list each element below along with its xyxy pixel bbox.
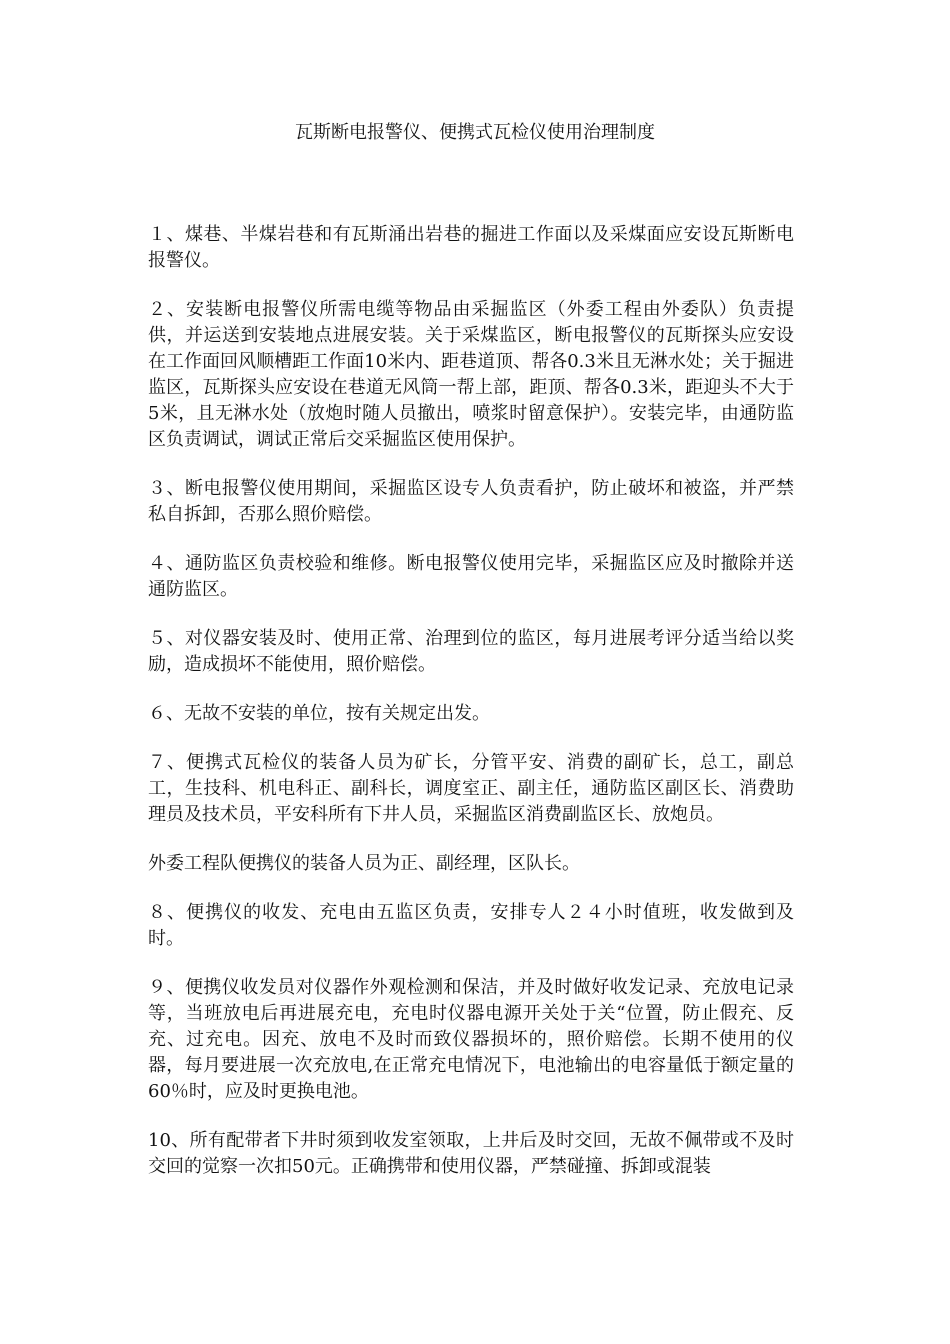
paragraph-10: 10、所有配带者下井时须到收发室领取，上井后及时交回，无故不佩带或不及时交回的觉察一次扣50元。正确携带和使用仪器，严禁碰撞、拆卸或混装 — [148, 1130, 794, 1177]
document-body — [148, 222, 794, 1203]
paragraph-3: ３、断电报警仪使用期间，采掘监区设专人负责看护，防止破坏和被盗，并严禁私自拆卸，否那么照价赔偿。 — [148, 478, 794, 525]
paragraph-6: ６、无故不安装的单位，按有关规定出发。 — [148, 703, 490, 724]
paragraph-7: ７、便携式瓦检仪的装备人员为矿长，分管平安、消费的副矿长，总工，副总工，生技科、机电科正、副科长，调度室正、副主任，通防监区副区长、消费助理员及技术员，平安科所有下井人员，采掘监区消费副监区长、放炮员。 — [148, 752, 794, 825]
paragraph-4: ４、通防监区负责校验和维修。断电报警仪使用完毕，采掘监区应及时撤除并送通防监区。 — [148, 553, 794, 600]
paragraph-7-supplement: 外委工程队便携仪的装备人员为正、副经理，区队长。 — [148, 853, 580, 874]
paragraph-2: ２、安装断电报警仪所需电缆等物品由采掘监区（外委工程由外委队）负责提供，并运送到安装地点进展安装。关于采煤监区，断电报警仪的瓦斯探头应安设在工作面回风顺槽距工作面10米内、距巷道顶、帮各0.3米且无淋水处；关于掘进监区，瓦斯探头应安设在巷道无风筒一帮上部，距顶、帮各0.3米，距迎头不大于5米，且无淋水处（放炮时随人员撤出，喷浆时留意保护）。安装完毕，由通防监区负责调试，调试正常后交采掘监区使用保护。 — [148, 299, 794, 450]
paragraph-5: ５、对仪器安装及时、使用正常、治理到位的监区，每月进展考评分适当给以奖励，造成损坏不能使用，照价赔偿。 — [148, 628, 794, 675]
paragraph-8: ８、便携仪的收发、充电由五监区负责，安排专人２４小时值班，收发做到及时。 — [148, 902, 794, 949]
document-title: 瓦斯断电报警仪、便携式瓦检仪使用治理制度 — [295, 122, 655, 143]
paragraph-9: ９、便携仪收发员对仪器作外观检测和保洁，并及时做好收发记录、充放电记录等，当班放电后再进展充电，充电时仪器电源开关处于关“位置，防止假充、反充、过充电。因充、放电不及时而致仪器损坏的，照价赔偿。长期不使用的仪器，每月要进展一次充放电,在正常充电情况下，电池输出的电容量低于额定量的60％时，应及时更换电池。 — [148, 977, 794, 1102]
paragraph-1: １、煤巷、半煤岩巷和有瓦斯涌出岩巷的掘进工作面以及采煤面应安设瓦斯断电报警仪。 — [148, 224, 794, 271]
